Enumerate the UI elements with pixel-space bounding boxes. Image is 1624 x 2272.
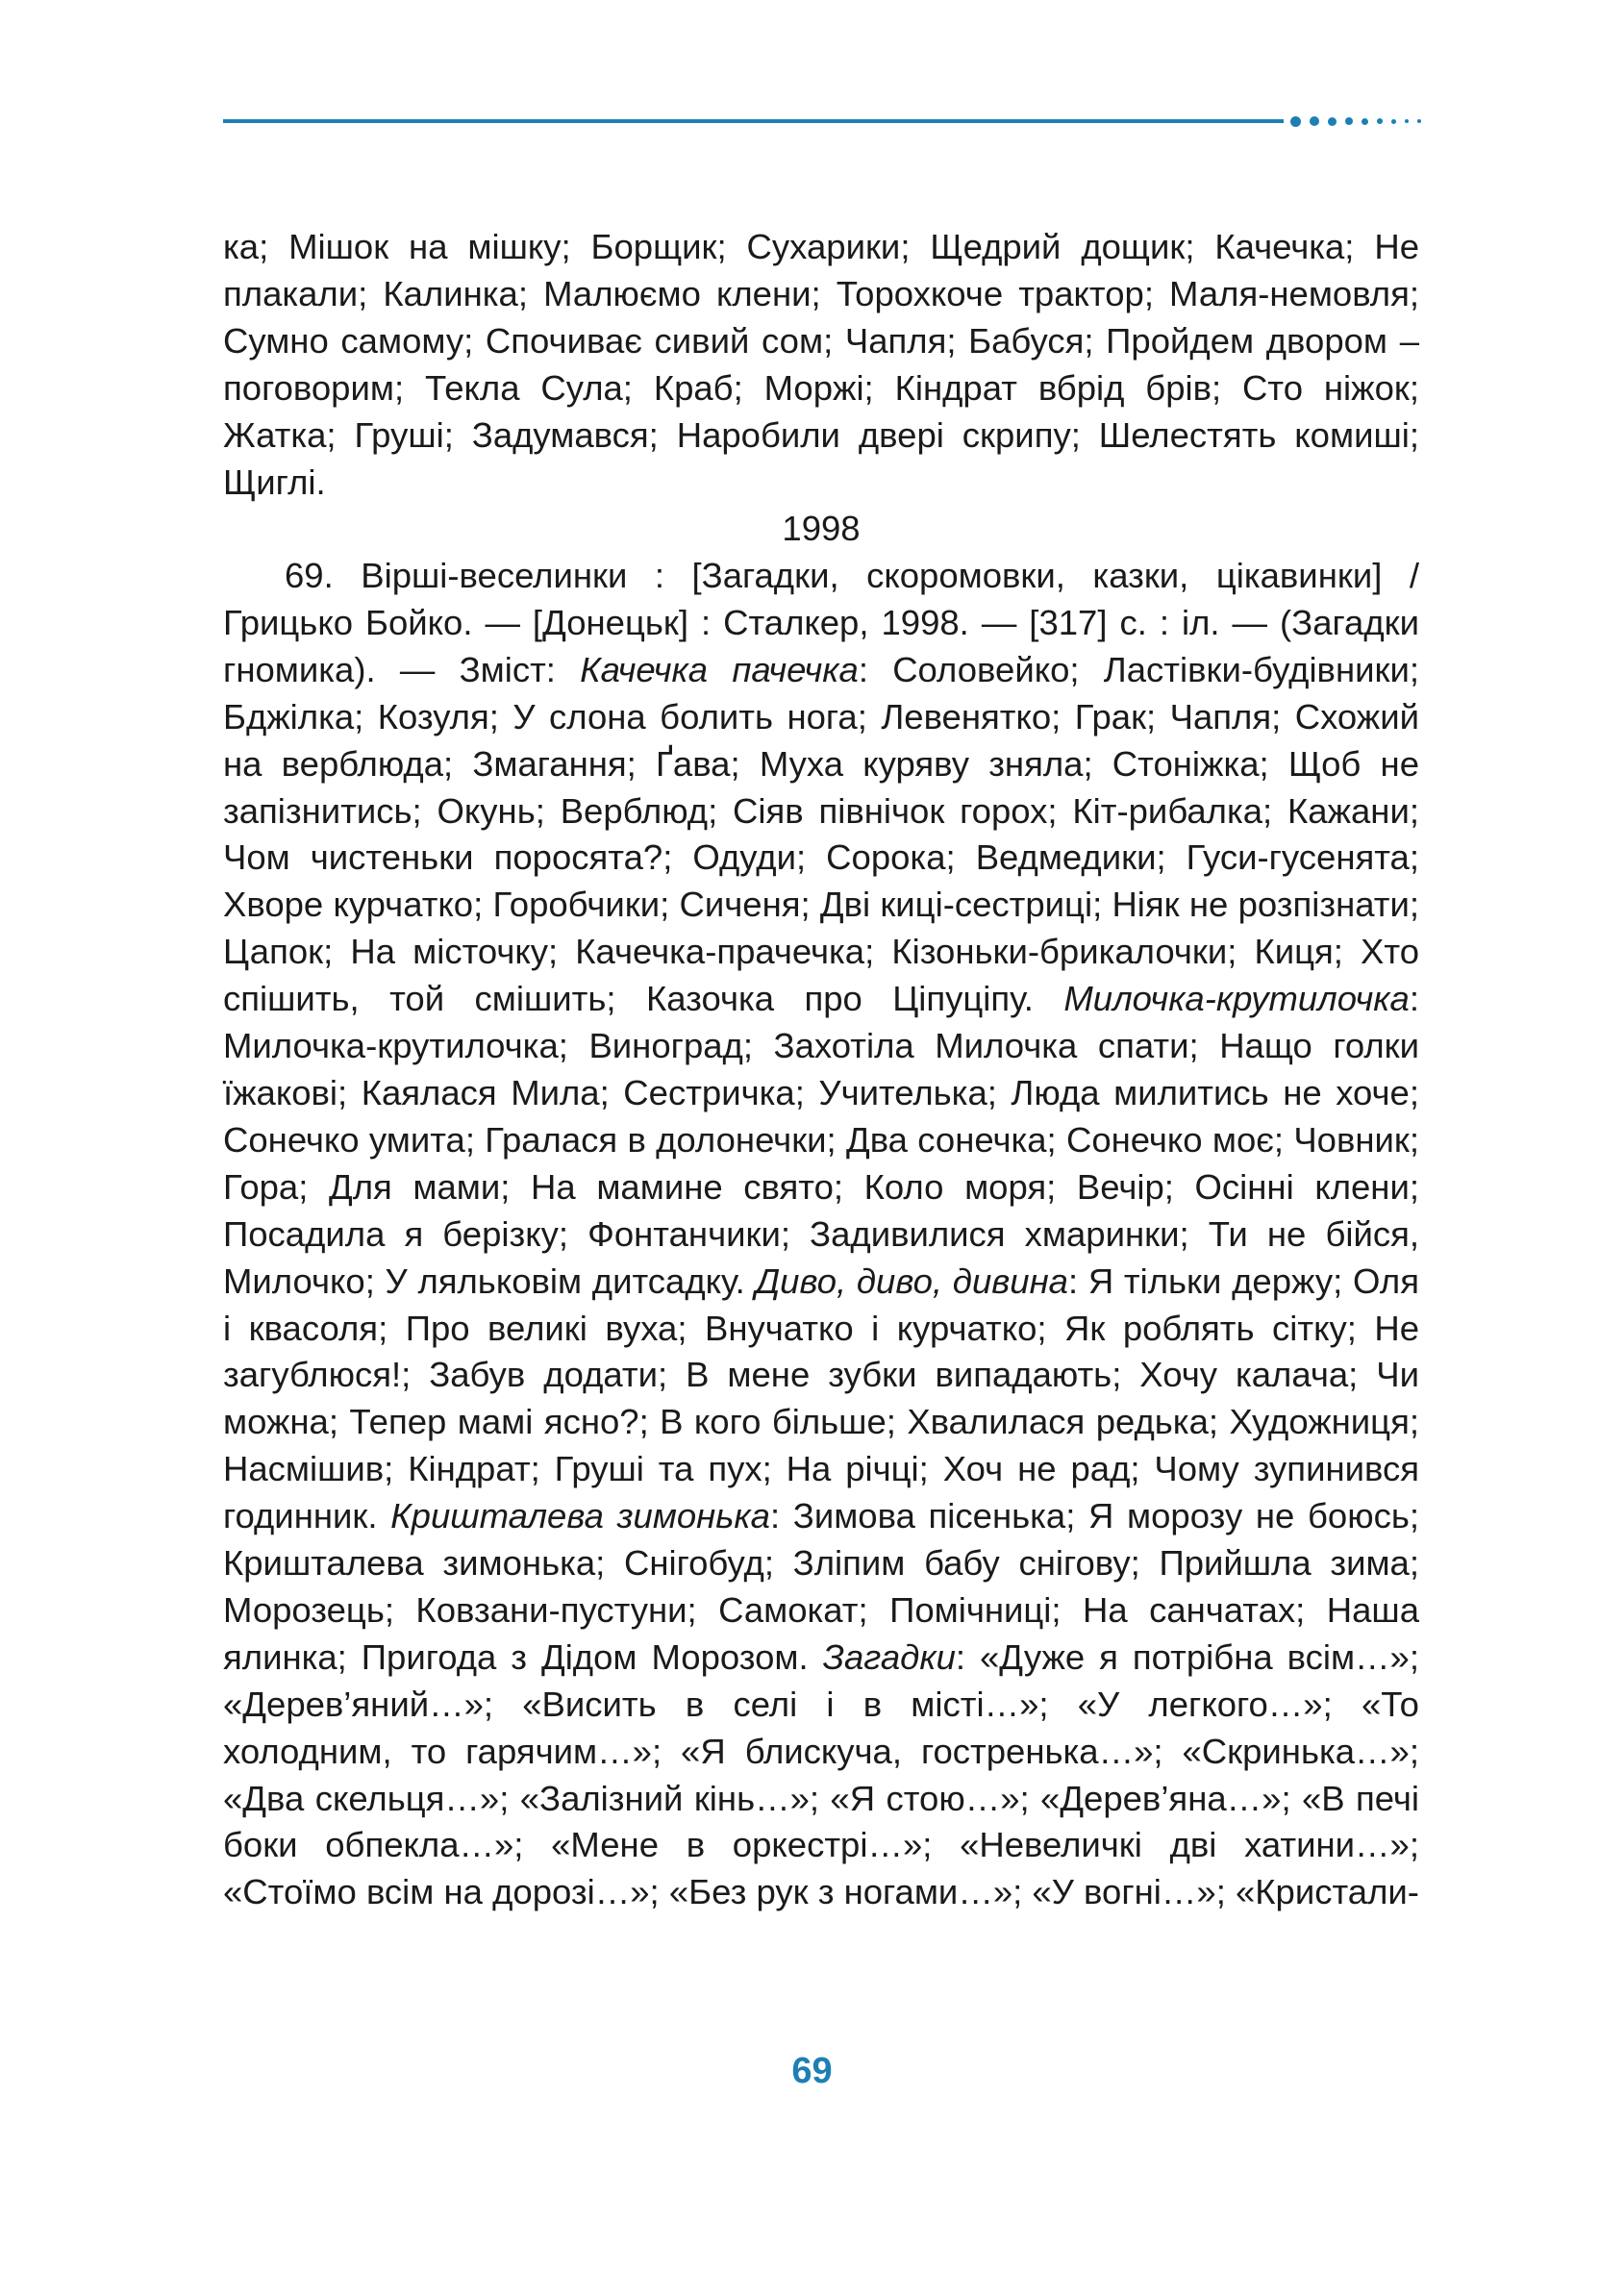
- section-title-zahadky: Загадки: [822, 1636, 956, 1677]
- header-dot: [1362, 118, 1368, 125]
- continued-entry-text: [223, 224, 1419, 506]
- header-dot: [1345, 117, 1353, 125]
- header-dot: [1310, 116, 1319, 126]
- section-contents-zymonka: : Зимова пісенька; Я морозу не боюсь; Кришталева зимонька; Снігобуд; Зліпим бабу снігову; Прийшла зима; Морозець; Ковзани-пустуни; Самокат; Помічниці; На санчатах; Наша ялинка; Пригода з Дідом Морозом.: [223, 1496, 1419, 1677]
- section-title-kachechka: Качечка пачечка: [580, 649, 859, 689]
- section-contents-dyvo: : Я тільки держу; Оля і квасоля; Про великі вуха; Внучатко і курчатко; Як роблять сітку; Не загублюся!; Забув додати; В мене зубки випадають; Хочу калача; Чи можна; Тепер мамі ясно?; В кого більше; Хвалилася редька; Художниця; Насмішив; Кіндрат; Груші та пух; На річці; Хоч не рад; Чому зупинився годинник.: [223, 1261, 1419, 1536]
- section-contents-mylochka: : Милочка-крутилочка; Виноград; Захотіла Милочка спати; Нащо голки їжакові; Каялася Мила; Сестричка; Учителька; Люда милитись не хоче; Сонечко умита; Гралася в долонечки; Два сонечка; Сонечко моє; Човник; Гора; Для мами; На мамине свято; Коло моря; Вечір; Осінні клени; Посадила я берізку; Фонтанчики; Задивилися хмаринки; Ти не бійся, Милочко; У ляльковім дитсадку.: [223, 979, 1419, 1301]
- page-number: 69: [791, 2051, 833, 2091]
- header-dot: [1377, 118, 1383, 124]
- header-dot: [1417, 119, 1421, 123]
- header-rule: [223, 119, 1284, 123]
- section-contents-kachechka: : Соловейко; Ластівки-будівники; Бджілка; Козуля; У слона болить нога; Левенятко; Грак; Чапля; Схожий на верблюда; Змагання; Ґава; Муха куряву зняла; Стоніжка; Щоб не запізнитись; Окунь; Верблюд; Сіяв північок горох; Кіт-рибалка; Кажани; Чом чистеньки поросята?; Одуди; Сорока; Ведмедики; Гуси-гусенята; Хворе курчатко; Горобчики; Сиченя; Дві киці-сестриці; Ніяк не розпізнати; Цапок; На місточку; Качечка-прачечка; Кізоньки-брикалочки; Киця; Хто спішить, той смішить; Казочка про Ціпуціпу.: [223, 649, 1419, 1019]
- section-contents-zahadky: : «Дуже я потрібна всім…»; «Дерев’яний…»; «Висить в селі і в місті…»; «У легкого…»; «То холодним, то гарячим…»; «Я блискуча, гостренька…»; «Скринька…»; «Два скельця…»; «Залізний кінь…»; «Я стою…»; «Дерев’яна…»; «В печі боки обпекла…»; «Мене в оркестрі…»; «Невеличкі дві хатини…»; «Стоїмо всім на дорозі…»; «Без рук з ногами…»; «У вогні…»; «Кристали-: [223, 1636, 1419, 1912]
- header-dots: [1290, 113, 1430, 129]
- header-dot: [1290, 116, 1301, 127]
- continued-entry-paragraph: ка; Мішок на мішку; Борщик; Сухарики; Щедрий дощик; Качечка; Не плакали; Калинка; Малюємо клени; Торохкоче трактор; Маля-немовля; Сумно самому; Спочиває сивий сом; Чапля; Бабуся; Пройдем двором – поговорим; Текла Сула; Краб; Моржі; Кіндрат вбрід брів; Сто ніжок; Жатка; Груші; Задумався; Наробили двері скрипу; Шелестять комиші; Щиглі.: [223, 227, 1419, 502]
- entry-69-intro: 69. Вірші-веселинки : [Загадки, скоромовки, казки, цікавинки] / Грицько Бойко. — [Донецьк] : Сталкер, 1998. — [317] с. : іл. — (Загадки гномика). — Зміст:: [223, 556, 1419, 689]
- section-title-dyvo: Диво, диво, дивина: [755, 1261, 1068, 1301]
- section-title-zymonka: Кришталева зимонька: [390, 1496, 770, 1536]
- header-dot: [1328, 117, 1337, 126]
- entry-69-paragraph: [223, 553, 1419, 1916]
- entry-69: [223, 553, 1419, 1916]
- year-heading: 1998: [782, 509, 861, 548]
- header-dot: [1405, 119, 1409, 123]
- header-dot: [1391, 119, 1396, 124]
- section-title-mylochka: Милочка-крутилочка: [1063, 979, 1410, 1019]
